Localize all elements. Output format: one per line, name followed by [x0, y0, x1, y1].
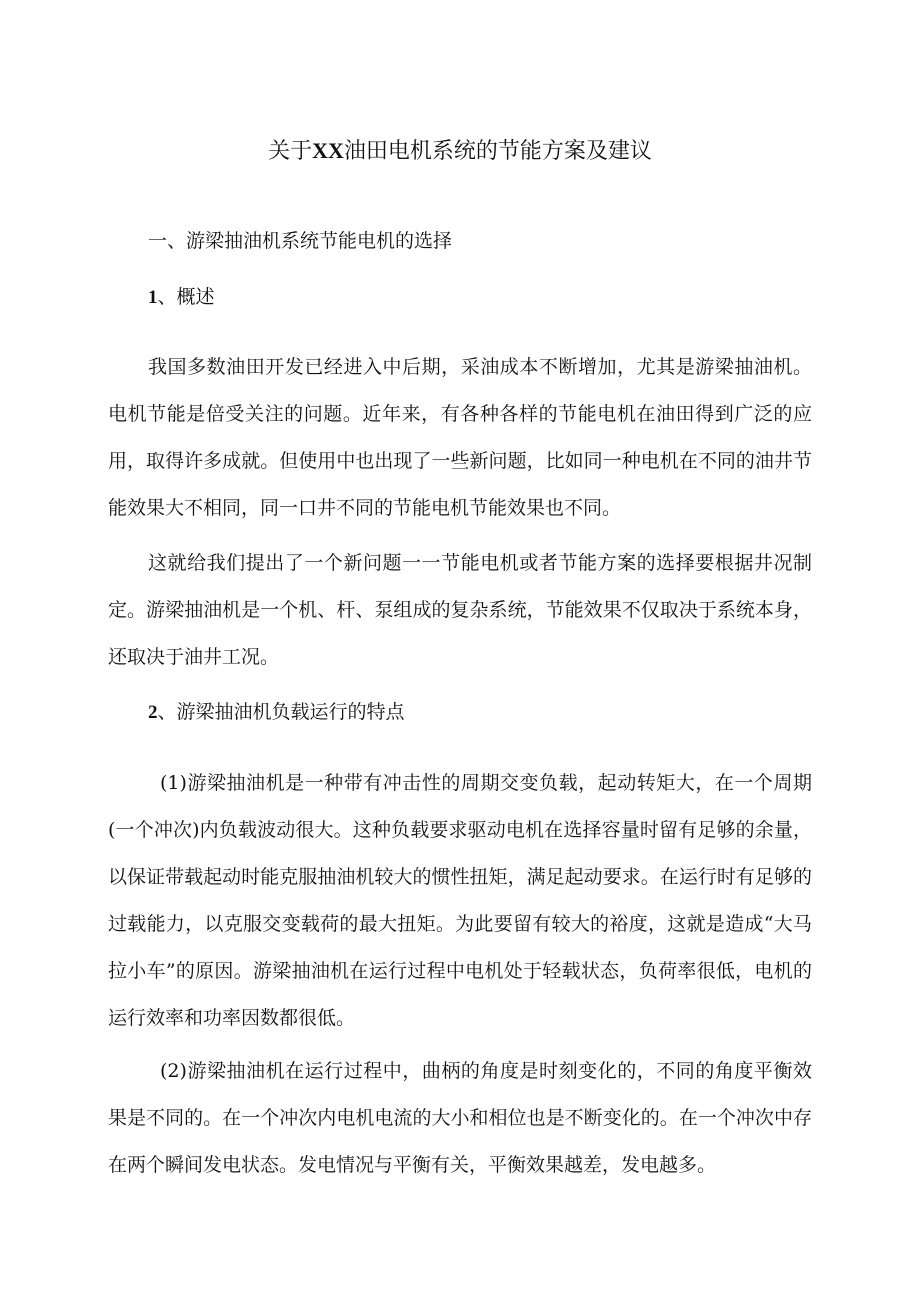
subheading-1-text: 、概述: [157, 286, 215, 308]
subheading-1: [148, 282, 215, 313]
paragraph-feature-1: (1)游梁抽油机是一种带有冲击性的周期交变负载，起动转矩大，在一个周期(一个冲次)内负载波动很大。这种负载要求驱动电机在选择容量时留有足够的余量，以保证带载起动时能克服抽油机较大的惯性扭矩，满足起动要求。在运行时有足够的过载能力，以克服交变载荷的最大扭矩。为此要留有较大的裕度，这就是造成“大马拉小车”的原因。游梁抽油机在运行过程中电机处于轻载状态，负荷率很低，电机的运行效率和功率因数都很低。: [108, 772, 812, 1029]
paragraph-feature-2: (2)游梁抽油机在运行过程中，曲柄的角度是时刻变化的，不同的角度平衡效果是不同的。在一个冲次内电机电流的大小和相位也是不断变化的。在一个冲次中存在两个瞬间发电状态。发电情况与平衡有关，平衡效果越差，发电越多。: [108, 1060, 812, 1176]
section-heading-1: 一、游梁抽油机系统节能电机的选择: [148, 230, 453, 252]
title-bold-code: XX: [312, 138, 344, 163]
subheading-2-text: 、游梁抽油机负载运行的特点: [157, 701, 405, 723]
document-title: [0, 133, 920, 170]
title-prefix: 关于: [268, 139, 313, 164]
title-suffix: 油田电机系统的节能方案及建议: [343, 139, 652, 164]
paragraph-overview-2: 这就给我们提出了一个新问题一一节能电机或者节能方案的选择要根据井况制定。游梁抽油机是一个机、杆、泵组成的复杂系统，节能效果不仅取决于系统本身，还取决于油井工况。: [108, 552, 812, 668]
subheading-2-number: 2: [148, 702, 158, 723]
paragraph-overview-1: 我国多数油田开发已经进入中后期，采油成本不断增加，尤其是游梁抽油机。电机节能是倍受关注的问题。近年来，有各种各样的节能电机在油田得到广泛的应用，取得许多成就。但使用中也出现了一些新问题，比如同一种电机在不同的油井节能效果大不相同，同一口井不同的节能电机节能效果也不同。: [108, 356, 812, 519]
subheading-1-number: 1: [148, 287, 158, 308]
subheading-2: [148, 697, 405, 728]
